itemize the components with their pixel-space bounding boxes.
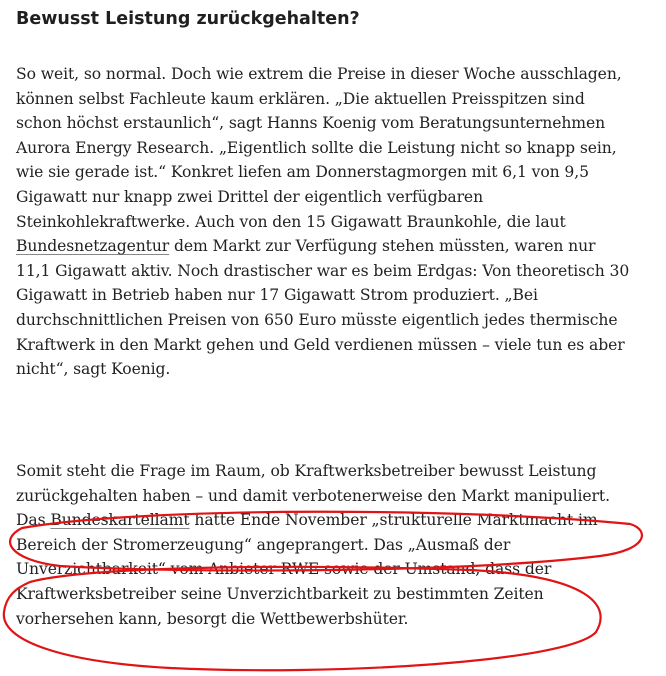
text-line: Kraftwerk in den Markt gehen und Geld verdienen müssen – viele tun es aber: [16, 335, 625, 354]
text-line: 11,1 Gigawatt aktiv. Noch drastischer war es beim Erdgas: Von theoretisch 30: [16, 261, 630, 280]
text-line: vorhersehen kann, besorgt die Wettbewerbshüter.: [16, 609, 409, 628]
text-fragment: dem Markt zur Verfügung stehen müssten, waren nur: [174, 237, 596, 256]
text-fragment: Das: [16, 511, 51, 530]
text-line: Bereich der Stromerzeugung“ angeprangert. Das „Ausmaß der: [16, 535, 511, 554]
bundesnetzagentur-link[interactable]: Bundesnetzagentur: [16, 237, 170, 256]
text-line: So weit, so normal. Doch wie extrem die Preise in dieser Woche ausschlagen,: [16, 65, 622, 83]
bundeskartellamt-link[interactable]: Bundeskartellamt: [50, 511, 190, 530]
text-line: durchschnittlichen Preisen von 650 Euro müsste eigentlich jedes thermische: [16, 310, 618, 329]
text-line: nicht“, sagt Koenig.: [16, 360, 171, 379]
text-line-with-link: [16, 234, 656, 259]
text-line: können selbst Fachleute kaum erklären. „Die aktuellen Preisspitzen sind: [16, 89, 585, 108]
text-line: zurückgehalten haben – und damit verbotenerweise den Markt manipuliert.: [16, 486, 610, 505]
section-heading: Bewusst Leistung zurückgehalten?: [16, 9, 360, 29]
text-line-with-link: [16, 508, 656, 533]
text-line: Gigawatt in Betrieb haben nur 17 Gigawatt Strom produziert. „Bei: [16, 286, 538, 305]
article: [16, 0, 656, 628]
text-line: Gigawatt nur knapp zwei Drittel der eigentlich verfügbaren: [16, 187, 484, 206]
paragraph-2: [16, 459, 656, 631]
text-line: Unverzichtbarkeit“ vom Anbieter RWE sowie der Umstand, dass der: [16, 560, 552, 579]
text-line: Kraftwerksbetreiber seine Unverzichtbarkeit zu bestimmten Zeiten: [16, 584, 544, 603]
text-line: Steinkohlekraftwerke. Auch von den 15 Gigawatt Braunkohle, die laut: [16, 212, 566, 231]
text-line: schon höchst erstaunlich“, sagt Hanns Koenig vom Beratungsunternehmen: [16, 114, 606, 133]
paragraph-1: [16, 62, 656, 382]
text-fragment: hatte Ende November „strukturelle Marktmacht im: [189, 511, 598, 530]
text-line: Aurora Energy Research. „Eigentlich sollte die Leistung nicht so knapp sein,: [16, 138, 617, 157]
text-line: Somit steht die Frage im Raum, ob Kraftwerksbetreiber bewusst Leistung: [16, 462, 597, 480]
text-line: wie sie gerade ist.“ Konkret liefen am Donnerstagmorgen mit 6,1 von 9,5: [16, 163, 589, 182]
